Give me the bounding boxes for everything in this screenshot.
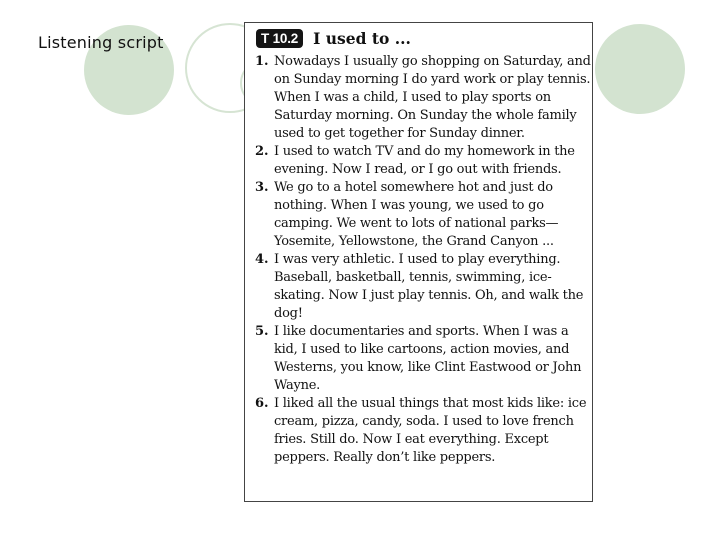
track-badge: T 10.2 — [256, 29, 303, 48]
script-header — [256, 29, 411, 48]
script-title: I used to ... — [313, 29, 411, 48]
script-item — [255, 179, 591, 251]
item-text: I used to watch TV and do my homework in the evening. Now I read, or I go out with friends. — [274, 144, 575, 177]
script-item — [255, 395, 591, 467]
slide-heading: Listening script — [38, 33, 164, 52]
item-number: 1. — [255, 54, 269, 69]
item-number: 5. — [255, 324, 269, 339]
item-text: Nowadays I usually go shopping on Saturday, and on Sunday morning I do yard work or play tennis. When I was a child, I used to play sports on Saturday morning. On Sunday the whole family used to get together for Sunday dinner. — [274, 54, 591, 141]
item-text: I liked all the usual things that most kids like: ice cream, pizza, candy, soda. I used to love french fries. Still do. Now I eat everything. Except peppers. Really don’t like peppers. — [274, 396, 587, 465]
script-item — [255, 53, 591, 143]
item-text: I like documentaries and sports. When I was a kid, I used to like cartoons, action movies, and Westerns, you know, like Clint Eastwood or John Wayne. — [274, 324, 582, 393]
script-item — [255, 251, 591, 323]
script-items — [255, 53, 591, 467]
item-number: 3. — [255, 180, 269, 195]
item-number: 4. — [255, 252, 269, 267]
listening-script-panel — [244, 22, 593, 502]
script-item — [255, 323, 591, 395]
decorative-circle-right — [595, 24, 685, 114]
item-number: 2. — [255, 144, 269, 159]
item-text: I was very athletic. I used to play everything. Baseball, basketball, tennis, swimming, ice-skating. Now I just play tennis. Oh, and walk the dog! — [274, 252, 584, 321]
script-item — [255, 143, 591, 179]
item-text: We go to a hotel somewhere hot and just do nothing. When I was young, we used to go camping. We went to lots of national parks—Yosemite, Yellowstone, the Grand Canyon ... — [274, 180, 559, 249]
item-number: 6. — [255, 396, 269, 411]
